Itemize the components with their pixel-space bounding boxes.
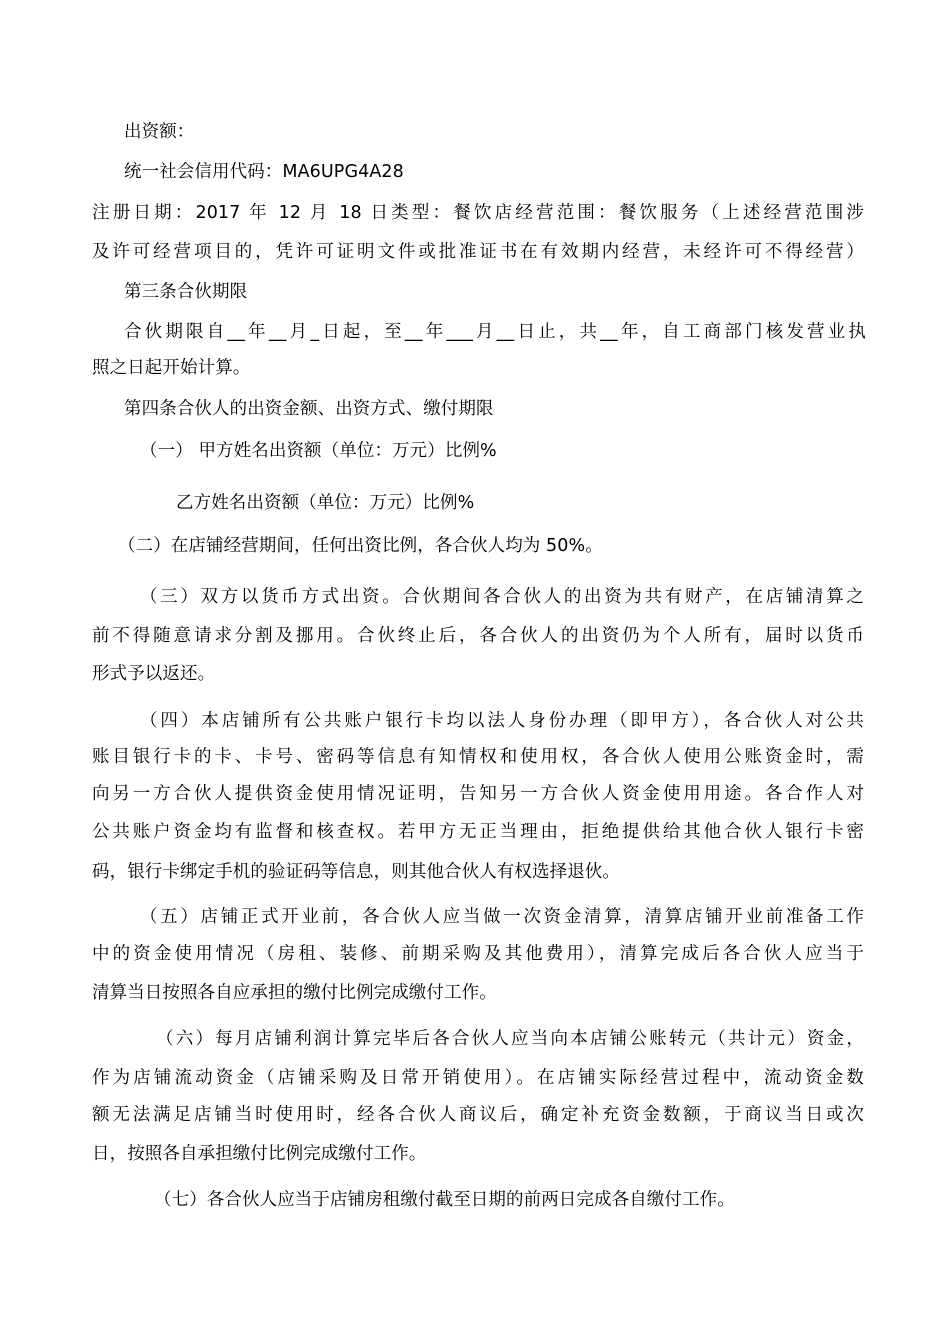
text-line: 及许可经营项目的，凭许可证明文件或批准证书在有效期内经营，未经许可不得经营） <box>92 242 864 262</box>
text-line: （四）本店铺所有公共账户银行卡均以法人身份办理（即甲方），各合伙人对公共 <box>140 711 864 731</box>
text-line: 作为店铺流动资金（店铺采购及日常开销使用）。在店铺实际经营过程中，流动资金数 <box>92 1068 864 1088</box>
text-line: 乙方姓名出资额（单位：万元）比例% <box>176 493 475 513</box>
text-line: 向另一方合伙人提供资金使用情况证明，告知另一方合伙人资金使用用途。各合作人对 <box>92 784 864 804</box>
text-line: 码，银行卡绑定手机的验证码等信息，则其他合伙人有权选择退伙。 <box>92 862 620 882</box>
text-line: （六）每月店铺利润计算完毕后各合伙人应当向本店铺公账转元（共计元）资金， <box>156 1029 864 1049</box>
text-line: 注册日期：2017 年 12 月 18 日类型：餐饮店经营范围：餐饮服务（上述经营范围涉 <box>92 203 864 223</box>
text-line: 清算当日按照各自应承担的缴付比例完成缴付工作。 <box>92 983 497 1003</box>
text-line: 形式予以返还。 <box>92 664 216 684</box>
text-line: （一） 甲方姓名出资额（单位：万元）比例% <box>140 441 497 461</box>
text-line: 合伙期限自__年__月_日起，至__年___月__日止，共__年，自工商部门核发营业执 <box>124 322 866 342</box>
text-line: （五）店铺正式开业前，各合伙人应当做一次资金清算，清算店铺开业前准备工作 <box>140 907 864 927</box>
text-line: 前不得随意请求分割及挪用。合伙终止后，各合伙人的出资仍为个人所有，届时以货币 <box>92 626 864 646</box>
text-line: 日，按照各自承担缴付比例完成缴付工作。 <box>92 1144 427 1164</box>
text-line: 额无法满足店铺当时使用时，经各合伙人商议后，确定补充资金数额，于商议当日或次 <box>92 1105 864 1125</box>
text-line: （七）各合伙人应当于店铺房租缴付截至日期的前两日完成各自缴付工作。 <box>154 1190 735 1210</box>
text-line: 照之日起开始计算。 <box>92 358 251 378</box>
text-line: 公共账户资金均有监督和核查权。若甲方无正当理由，拒绝提供给其他合伙人银行卡密 <box>92 822 864 842</box>
text-line: （三）双方以货币方式出资。合伙期间各合伙人的出资为共有财产，在店铺清算之 <box>140 587 864 607</box>
section-heading: 第三条合伙期限 <box>124 282 248 302</box>
section-heading: 第四条合伙人的出资金额、出资方式、缴付期限 <box>124 399 494 419</box>
text-line: （二）在店铺经营期间，任何出资比例，各合伙人均为 50%。 <box>118 536 603 556</box>
text-line: 中的资金使用情况（房租、装修、前期采购及其他费用），清算完成后各合伙人应当于 <box>92 944 864 964</box>
text-line: 统一社会信用代码：MA6UPG4A28 <box>124 162 404 182</box>
text-line: 账目银行卡的卡、卡号、密码等信息有知情权和使用权，各合伙人使用公账资金时，需 <box>92 747 864 767</box>
text-line: 出资额： <box>124 122 195 142</box>
